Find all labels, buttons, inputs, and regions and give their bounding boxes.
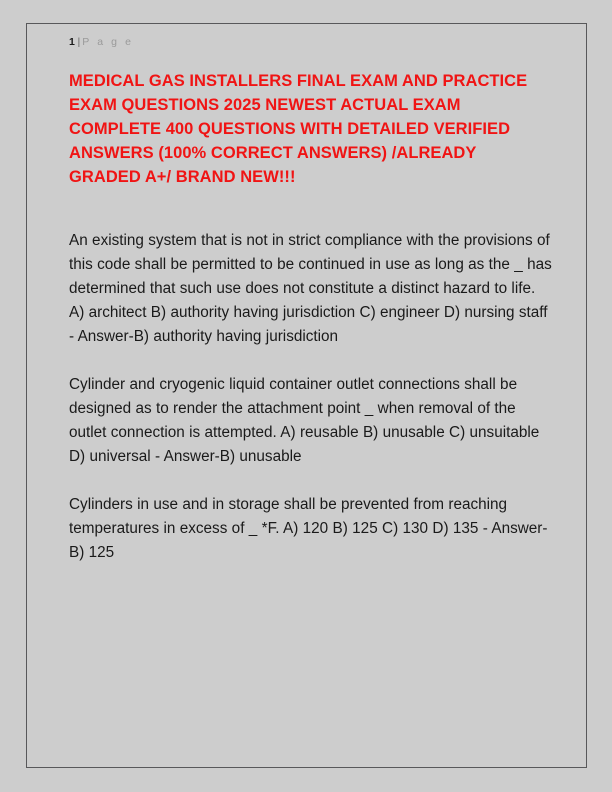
document-title: MEDICAL GAS INSTALLERS FINAL EXAM AND PRACTICE EXAM QUESTIONS 2025 NEWEST ACTUAL EXAM COMPLETE 400 QUESTIONS WITH DETAILED VERIFIED ANSWERS (100% CORRECT ANSWERS) /ALREADY GRADED A+/ BRAND NEW!!! [69, 72, 528, 186]
qa-paragraph-1: An existing system that is not in strict compliance with the provisions of this code shall be permitted to be continued in use as long as the _ has determined that such use does not constitute a distinct hazard to life. A) architect B) authority having jurisdiction C) engineer D) nursing staff - Answer-B) authority having jurisdiction [69, 232, 552, 345]
qa-paragraph-2: Cylinder and cryogenic liquid container outlet connections shall be designed as to render the attachment point _ when removal of the outlet connection is attempted. A) reusable B) unusable C) unsuitable D) universal - Answer-B) unusable [69, 376, 540, 465]
page-number-word: P a g e [82, 36, 134, 48]
page-number-value: 1 [69, 36, 76, 48]
page-content-area [27, 24, 586, 767]
page-number-separator: | [77, 36, 81, 48]
page-number-header [69, 35, 134, 49]
qa-paragraph-3: Cylinders in use and in storage shall be prevented from reaching temperatures in excess of _ *F. A) 120 B) 125 C) 130 D) 135 - Answer-B) 125 [69, 496, 548, 561]
question-answer-body [69, 229, 554, 565]
